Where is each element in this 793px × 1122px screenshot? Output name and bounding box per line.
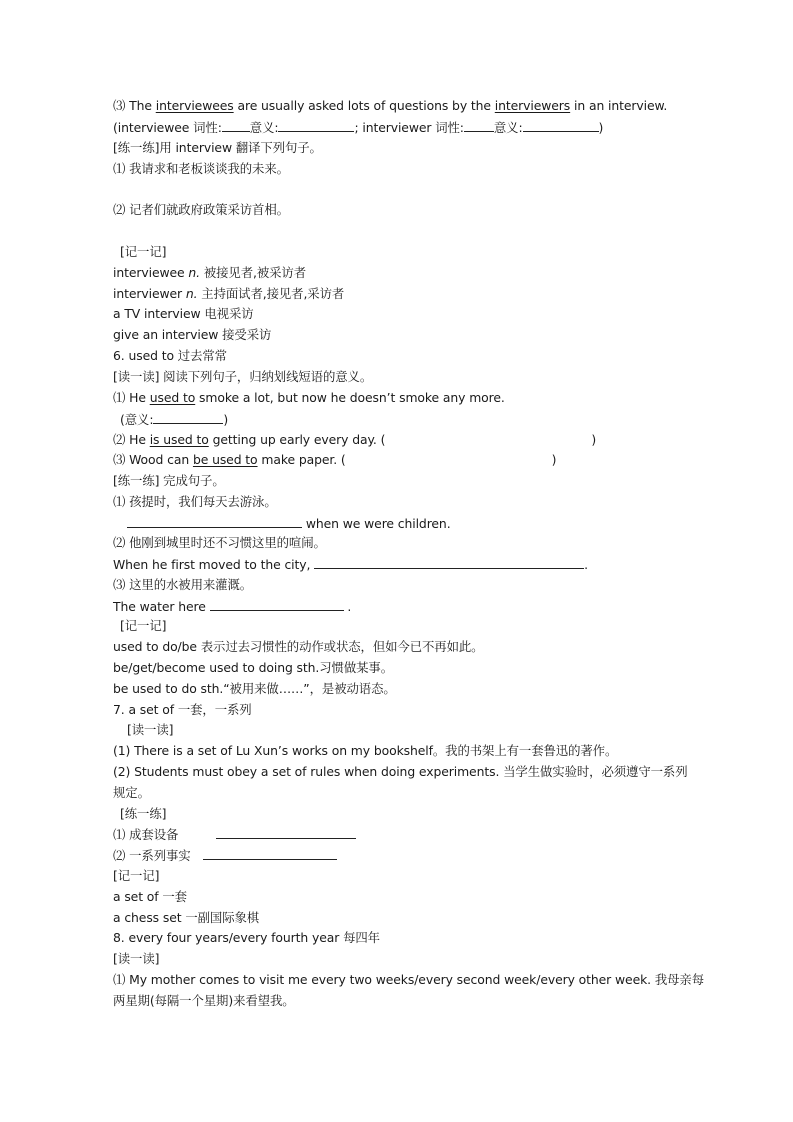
note-line: used to do/be 表示过去习惯性的动作或状态，但如今已不再如此。 xyxy=(113,639,484,654)
item-number: ⑶ xyxy=(113,98,126,113)
phrase-entry: a TV interview 电视采访 xyxy=(113,306,254,321)
underlined-word-interviewers: interviewers xyxy=(494,98,571,113)
answer-blank[interactable] xyxy=(464,119,494,132)
fill-line: ⑵ 一系列事实 xyxy=(113,847,337,864)
pos-meaning-line: (interviewee 词性: 意义: ; interviewer 词性: 意义: ) xyxy=(113,120,604,135)
read-sentence-1: ⑴ He used to smoke a lot, but now he doesn’t smoke any more. xyxy=(113,390,505,405)
read-sentence-2-cont: 规定。 xyxy=(113,785,150,800)
answer-blank[interactable] xyxy=(222,119,250,132)
underlined-word-interviewees: interviewees xyxy=(155,98,234,113)
note-line: a set of 一套 xyxy=(113,889,187,904)
read-heading: [读一读] 阅读下列句子，归纳划线短语的意义。 xyxy=(113,369,373,384)
practice-item: ⑵ 记者们就政府政策采访首相。 xyxy=(113,202,289,217)
practice-item: ⑶ 这里的水被用来灌溉。 xyxy=(113,577,253,592)
underlined-phrase: be used to xyxy=(192,452,258,467)
answer-blank[interactable] xyxy=(278,119,354,132)
practice-heading: [练一练]用 interview 翻译下列句子。 xyxy=(113,140,322,155)
read-sentence-1: (1) There is a set of Lu Xun’s works on my bookshelf。我的书架上有一套鲁迅的著作。 xyxy=(113,743,618,758)
read-sentence-1: ⑴ My mother comes to visit me every two weeks/every second week/every other week. 我母亲每 xyxy=(113,972,705,987)
phrase-entry: give an interview 接受采访 xyxy=(113,327,272,342)
fill-line: The water here . xyxy=(113,599,352,614)
answer-blank[interactable] xyxy=(153,411,223,424)
underlined-phrase: used to xyxy=(149,390,196,405)
meaning-line: (意义: ) xyxy=(120,412,229,427)
answer-blank[interactable] xyxy=(216,826,356,839)
section-title: 8. every four years/every fourth year 每四年 xyxy=(113,930,380,945)
remember-heading: [记一记] xyxy=(113,868,160,883)
answer-blank[interactable] xyxy=(127,515,302,528)
read-sentence-2: (2) Students must obey a set of rules when doing experiments. 当学生做实验时，必须遵守一系列 xyxy=(113,764,688,779)
read-sentence-3: ⑶ Wood can be used to make paper. ( ) xyxy=(113,452,557,467)
vocab-entry: interviewee n. 被接见者,被采访者 xyxy=(113,265,306,280)
practice-item: ⑴ 孩提时，我们每天去游泳。 xyxy=(113,494,277,509)
practice-item: ⑴ 我请求和老板谈谈我的未来。 xyxy=(113,161,289,176)
practice-heading: [练一练] 完成句子。 xyxy=(113,473,225,488)
read-heading: [读一读] xyxy=(127,722,174,737)
underlined-phrase: is used to xyxy=(149,432,209,447)
note-line: a chess set 一副国际象棋 xyxy=(113,910,260,925)
read-sentence-2: ⑵ He is used to getting up early every day. ( ) xyxy=(113,432,597,447)
section-title: 7. a set of 一套，一系列 xyxy=(113,702,252,717)
vocab-entry: interviewer n. 主持面试者,接见者,采访者 xyxy=(113,286,345,301)
answer-blank[interactable] xyxy=(523,119,599,132)
fill-line: when we were children. xyxy=(127,515,451,532)
answer-blank[interactable] xyxy=(203,847,337,860)
answer-blank[interactable] xyxy=(314,556,584,569)
remember-heading: [记一记] xyxy=(120,244,167,259)
section-title: 6. used to 过去常常 xyxy=(113,348,227,363)
practice-item: ⑵ 他刚到城里时还不习惯这里的喧闹。 xyxy=(113,535,326,550)
fill-line: When he first moved to the city, . xyxy=(113,557,589,572)
note-line: be used to do sth.“被用来做……”，是被动语态。 xyxy=(113,681,396,696)
example-sentence-3: ⑶ The interviewees are usually asked lots of questions by the interviewers in an interview. xyxy=(113,98,668,113)
fill-line: ⑴ 成套设备 xyxy=(113,826,356,843)
note-line: be/get/become used to doing sth.习惯做某事。 xyxy=(113,660,394,675)
remember-heading: [记一记] xyxy=(120,618,167,633)
answer-blank[interactable] xyxy=(210,598,344,611)
read-heading: [读一读] xyxy=(113,951,160,966)
read-sentence-1-cont: 两星期(每隔一个星期)来看望我。 xyxy=(113,993,295,1008)
practice-heading: [练一练] xyxy=(120,806,167,821)
